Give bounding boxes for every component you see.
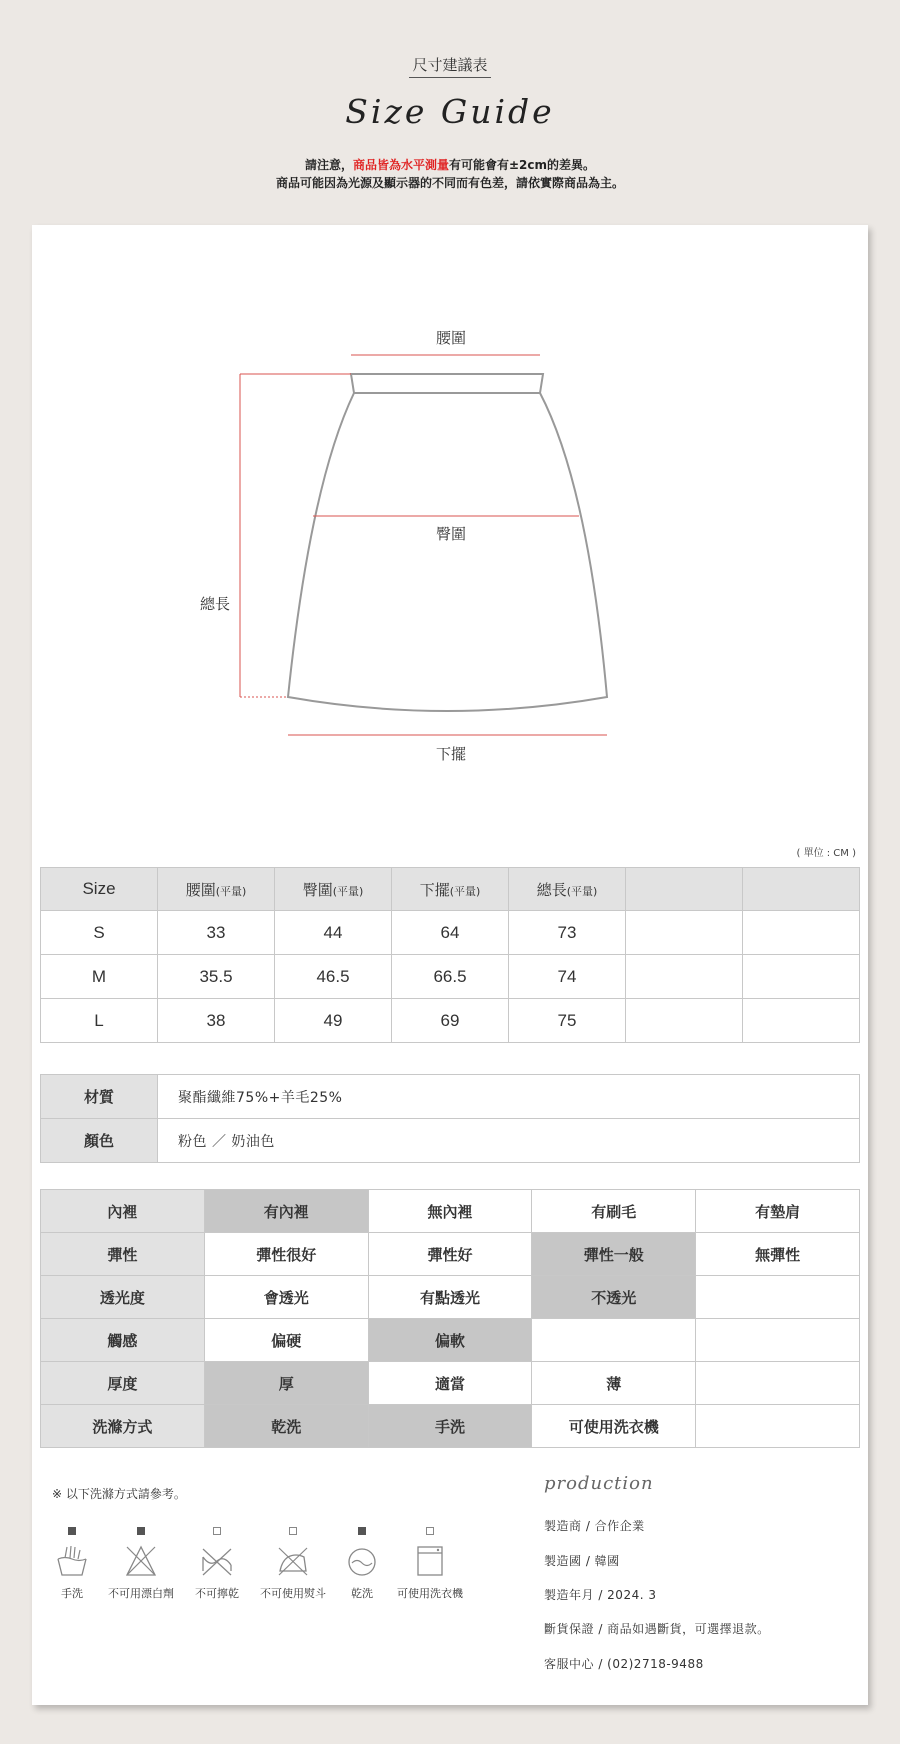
table-row <box>41 999 860 1043</box>
measurement-notice: 請注意，商品皆為水平測量有可能會有±2cm的差異。 商品可能因為光源及顯示器的不同而有色差，請依實際商品為主。 <box>275 158 624 190</box>
wash-checkbox <box>68 1527 76 1535</box>
attribute-label: 觸感 <box>41 1319 205 1362</box>
wash-checkbox <box>358 1527 366 1535</box>
table-cell: S <box>41 911 158 955</box>
column-header: 總長(平量) <box>509 868 626 911</box>
hem-label: 下擺 <box>435 745 467 763</box>
column-header: 下擺(平量) <box>392 868 509 911</box>
attribute-option: 會透光 <box>204 1276 368 1319</box>
attribute-option: 可使用洗衣機 <box>532 1405 696 1448</box>
material-label: 材質 <box>41 1075 158 1119</box>
table-cell: M <box>41 955 158 999</box>
attribute-option: 有點透光 <box>368 1276 532 1319</box>
table-cell: 73 <box>509 911 626 955</box>
attribute-label: 厚度 <box>41 1362 205 1405</box>
skirt-diagram <box>32 225 868 825</box>
material-table <box>40 1074 860 1163</box>
size-guide-card <box>32 225 868 1705</box>
table-cell <box>626 911 743 955</box>
attribute-option <box>696 1362 860 1405</box>
wash-label: 手洗 <box>61 1587 83 1600</box>
wash-label: 不可使用熨斗 <box>260 1587 326 1600</box>
length-measure-line <box>240 374 351 697</box>
attribute-option: 彈性很好 <box>204 1233 368 1276</box>
table-cell <box>626 999 743 1043</box>
table-row <box>41 911 860 955</box>
table-cell: 46.5 <box>275 955 392 999</box>
table-cell: 44 <box>275 911 392 955</box>
material-value: 聚酯纖維75%+羊毛25% <box>158 1075 860 1119</box>
wash-label: 不可擰乾 <box>195 1587 239 1600</box>
attribute-label: 洗滌方式 <box>41 1405 205 1448</box>
table-cell: 75 <box>509 999 626 1043</box>
country-info: 製造國 / 韓國 <box>544 1554 620 1568</box>
attribute-row <box>41 1362 860 1405</box>
table-cell <box>743 999 860 1043</box>
no-wring-icon <box>200 1545 234 1577</box>
attribute-option: 無彈性 <box>696 1233 860 1276</box>
wash-item <box>253 1527 333 1601</box>
date-info: 製造年月 / 2024. 3 <box>544 1588 657 1602</box>
table-cell <box>743 955 860 999</box>
wash-item <box>177 1527 257 1601</box>
attribute-option: 厚 <box>204 1362 368 1405</box>
attribute-option: 偏硬 <box>204 1319 368 1362</box>
manufacturer-info: 製造商 / 合作企業 <box>544 1519 645 1533</box>
attribute-option: 彈性一般 <box>532 1233 696 1276</box>
wash-item <box>101 1527 181 1601</box>
waist-label: 腰圍 <box>435 329 467 347</box>
table-cell: 49 <box>275 999 392 1043</box>
table-cell: 66.5 <box>392 955 509 999</box>
attribute-option: 無內裡 <box>368 1190 532 1233</box>
attribute-option: 不透光 <box>532 1276 696 1319</box>
wash-checkbox <box>289 1527 297 1535</box>
table-row <box>41 955 860 999</box>
table-cell: 33 <box>158 911 275 955</box>
size-table-header <box>41 868 860 911</box>
column-header: Size <box>41 868 158 911</box>
guarantee-info: 斷貨保證 / 商品如遇斷貨，可選擇退款。 <box>544 1622 770 1636</box>
column-header: 臀圍(平量) <box>275 868 392 911</box>
attribute-option: 乾洗 <box>204 1405 368 1448</box>
attribute-table <box>40 1189 860 1448</box>
attribute-option: 薄 <box>532 1362 696 1405</box>
production-title: production <box>544 1473 654 1494</box>
no-iron-icon <box>276 1545 310 1577</box>
attribute-option: 彈性好 <box>368 1233 532 1276</box>
hand-wash-icon <box>55 1545 89 1577</box>
unit-note: ( 單位 : CM ) <box>796 848 856 859</box>
color-value: 粉色 ／ 奶油色 <box>158 1119 860 1163</box>
column-header <box>743 868 860 911</box>
table-cell: 64 <box>392 911 509 955</box>
attribute-row <box>41 1233 860 1276</box>
attribute-row <box>41 1319 860 1362</box>
size-table <box>40 867 860 1043</box>
attribute-row <box>41 1190 860 1233</box>
material-row <box>41 1075 860 1119</box>
wash-label: 可使用洗衣機 <box>397 1587 463 1600</box>
attribute-option: 有內裡 <box>204 1190 368 1233</box>
size-chart-label: 尺寸建議表 <box>0 54 900 75</box>
wash-label: 乾洗 <box>351 1587 373 1600</box>
table-cell: 69 <box>392 999 509 1043</box>
attribute-option: 手洗 <box>368 1405 532 1448</box>
wash-checkbox <box>213 1527 221 1535</box>
attribute-row <box>41 1405 860 1448</box>
hip-label: 臀圍 <box>435 525 467 543</box>
attribute-option <box>696 1276 860 1319</box>
wash-item <box>32 1527 112 1601</box>
attribute-label: 透光度 <box>41 1276 205 1319</box>
no-bleach-icon <box>124 1545 158 1577</box>
washing-machine-icon <box>413 1545 447 1577</box>
attribute-option <box>696 1319 860 1362</box>
attribute-option: 適當 <box>368 1362 532 1405</box>
table-cell: L <box>41 999 158 1043</box>
column-header: 腰圍(平量) <box>158 868 275 911</box>
page-title: Size Guide <box>345 92 555 131</box>
attribute-option <box>532 1319 696 1362</box>
column-header <box>626 868 743 911</box>
color-row <box>41 1119 860 1163</box>
color-label: 顏色 <box>41 1119 158 1163</box>
table-cell: 74 <box>509 955 626 999</box>
attribute-option <box>696 1405 860 1448</box>
attribute-label: 彈性 <box>41 1233 205 1276</box>
wash-checkbox <box>426 1527 434 1535</box>
attribute-option: 偏軟 <box>368 1319 532 1362</box>
table-cell: 38 <box>158 999 275 1043</box>
wash-label: 不可用漂白劑 <box>108 1587 174 1600</box>
table-cell: 35.5 <box>158 955 275 999</box>
table-cell <box>626 955 743 999</box>
wash-item <box>390 1527 470 1601</box>
table-cell <box>743 911 860 955</box>
service-info: 客服中心 / (02)2718-9488 <box>544 1657 704 1671</box>
dry-clean-icon <box>345 1545 379 1577</box>
length-label: 總長 <box>199 595 231 613</box>
attribute-row <box>41 1276 860 1319</box>
attribute-option: 有墊肩 <box>696 1190 860 1233</box>
wash-note: ※ 以下洗滌方式請參考。 <box>52 1487 186 1501</box>
attribute-option: 有刷毛 <box>532 1190 696 1233</box>
wash-checkbox <box>137 1527 145 1535</box>
attribute-label: 內裡 <box>41 1190 205 1233</box>
